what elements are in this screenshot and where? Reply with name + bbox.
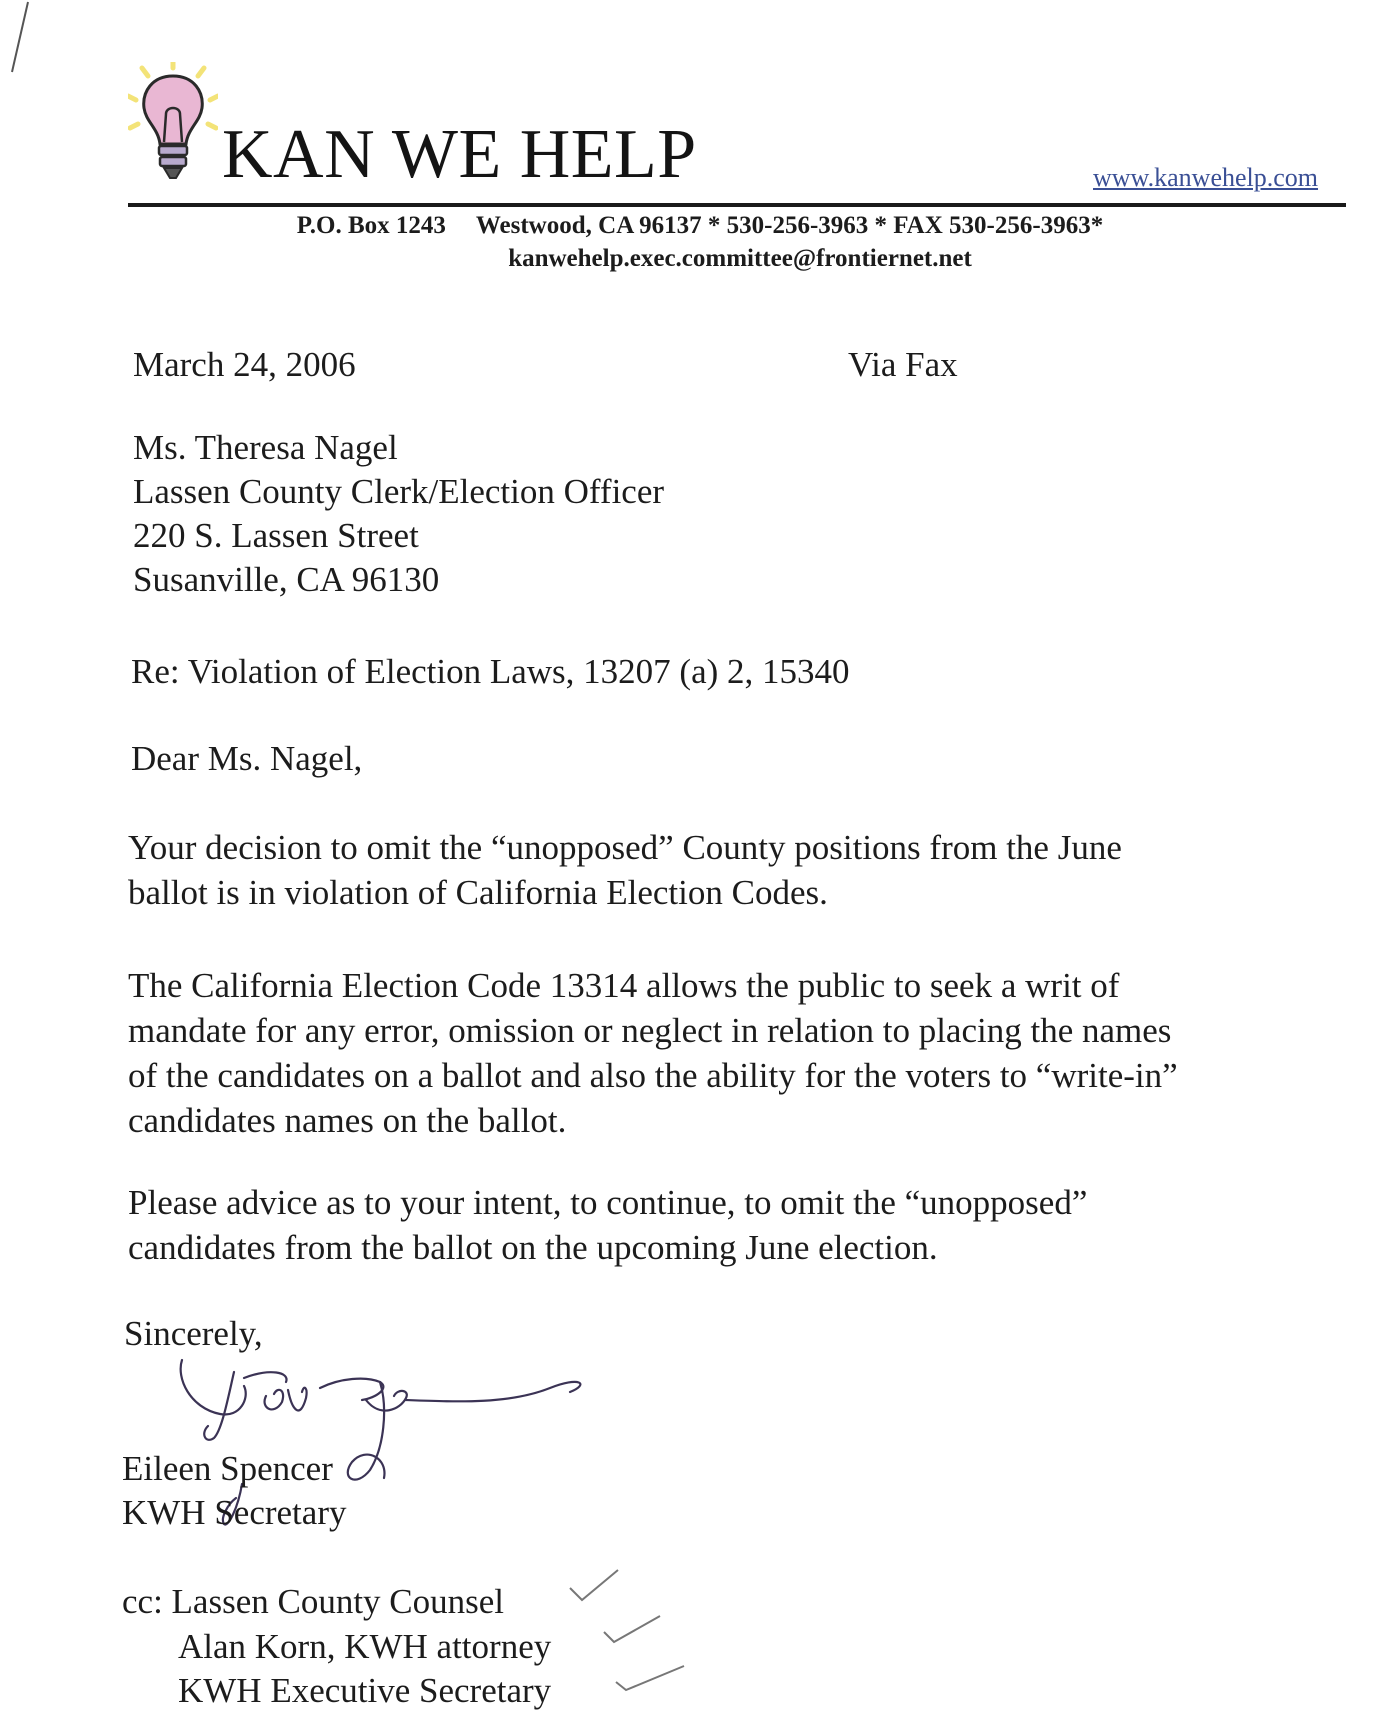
- checkmark-icon: [600, 1610, 664, 1650]
- paragraph-line: candidates from the ballot on the upcoming June election.: [128, 1228, 938, 1267]
- corner-pen-mark: [4, 0, 34, 80]
- signer-name: Eileen Spencer: [122, 1449, 333, 1488]
- checkmark-icon: [612, 1660, 688, 1700]
- recipient-line: Ms. Theresa Nagel: [133, 428, 398, 467]
- lightbulb-icon: [128, 62, 218, 192]
- letter-date: March 24, 2006: [133, 345, 356, 384]
- cc-recipient: cc: Lassen County Counsel: [122, 1582, 505, 1621]
- delivery-method: Via Fax: [848, 345, 958, 384]
- address-phone-fax: Westwood, CA 96137 * 530-256-3963 * FAX 530-256-3963*: [475, 212, 1104, 239]
- paragraph-line: of the candidates on a ballot and also the ability for the voters to “write-in”: [128, 1056, 1178, 1095]
- paragraph-line: The California Election Code 13314 allows the public to seek a writ of: [128, 966, 1120, 1005]
- checkmark-icon: [566, 1566, 622, 1606]
- body-paragraph: [128, 963, 1178, 1143]
- body-paragraph: [128, 1180, 1087, 1270]
- org-name: KAN WE HELP: [222, 116, 697, 193]
- paragraph-line: Please advice as to your intent, to continue, to omit the “unopposed”: [128, 1183, 1088, 1222]
- website-link[interactable]: www.kanwehelp.com: [1093, 163, 1319, 192]
- signer-title: KWH Secretary: [122, 1493, 347, 1532]
- body-paragraph: [128, 825, 1122, 915]
- contact-line: [0, 212, 1400, 240]
- paragraph-line: candidates names on the ballot.: [128, 1101, 567, 1140]
- paragraph-line: mandate for any error, omission or neglect in relation to placing the names: [128, 1011, 1172, 1050]
- recipient-line: Susanville, CA 96130: [133, 560, 440, 599]
- salutation: Dear Ms. Nagel,: [131, 739, 363, 778]
- paragraph-line: ballot is in violation of California Election Codes.: [128, 873, 828, 912]
- email-address[interactable]: kanwehelp.exec.committee@frontiernet.net: [508, 245, 972, 272]
- cc-recipient: Alan Korn, KWH attorney: [178, 1627, 552, 1666]
- subject-line: Re: Violation of Election Laws, 13207 (a) 2, 15340: [131, 652, 850, 691]
- recipient-line: Lassen County Clerk/Election Officer: [133, 472, 665, 511]
- po-box: P.O. Box 1243: [296, 212, 446, 239]
- letterhead-divider: [128, 203, 1346, 207]
- closing: Sincerely,: [124, 1314, 263, 1353]
- paragraph-line: Your decision to omit the “unopposed” County positions from the June: [128, 828, 1122, 867]
- recipient-address: [133, 426, 664, 602]
- recipient-line: 220 S. Lassen Street: [133, 516, 419, 555]
- cc-recipient: KWH Executive Secretary: [178, 1671, 552, 1710]
